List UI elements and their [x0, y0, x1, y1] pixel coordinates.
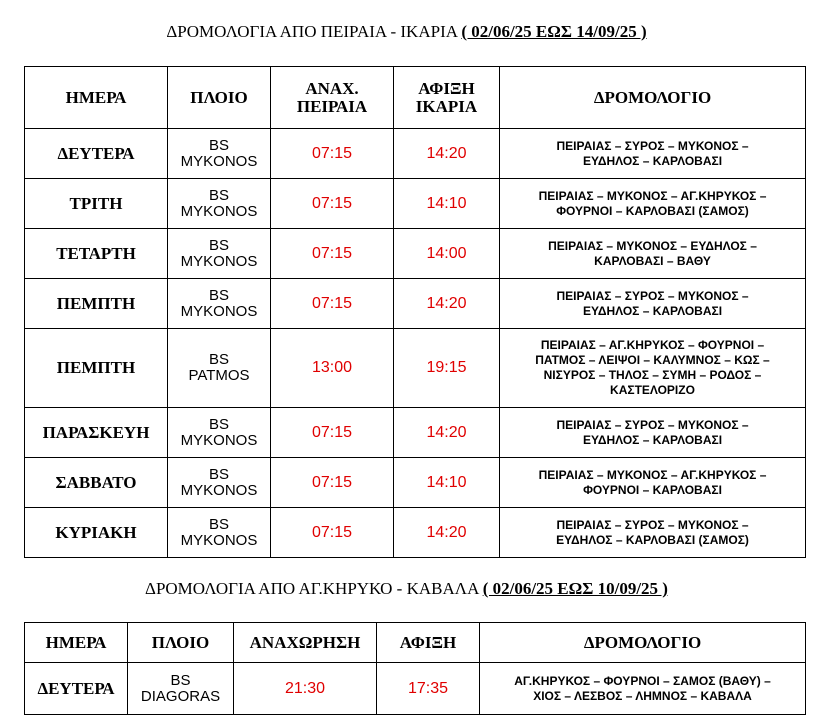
day-cell: ΔΕΥΤΕΡΑ [25, 129, 168, 179]
table-row [25, 129, 806, 179]
section1-title [0, 22, 813, 42]
route-cell [500, 229, 806, 279]
day-cell: ΤΕΤΑΡΤΗ [25, 229, 168, 279]
header-day: ΗΜΕΡΑ [25, 67, 168, 129]
route-cell [500, 329, 806, 408]
ship-name-line: BS [208, 286, 229, 304]
arrival-time-cell: 14:20 [394, 508, 500, 558]
departure-time-cell: 07:15 [271, 229, 394, 279]
ship-cell [168, 229, 271, 279]
section1-title-prefix: ΔΡΟΜΟΛΟΓΙΑ ΑΠΟ ΠΕΙΡΑΙΑ - ΙΚΑΡΙΑ [166, 22, 458, 41]
table-row [25, 508, 806, 558]
table-row [25, 229, 806, 279]
departure-time-cell: 13:00 [271, 329, 394, 408]
piraeus-ikaria-schedule-table [24, 66, 806, 558]
route-line: ΠΕΙΡΑΙΑΣ – ΣΥΡΟΣ – ΜΥΚΟΝΟΣ – [556, 138, 749, 153]
day-cell: ΚΥΡΙΑΚΗ [25, 508, 168, 558]
arrival-time-cell: 14:10 [394, 458, 500, 508]
route-line: ΠΕΙΡΑΙΑΣ – ΜΥΚΟΝΟΣ – ΕΥΔΗΛΟΣ – [548, 238, 757, 253]
ship-name-line: MYKONOS [180, 431, 258, 449]
route-line: ΠΕΙΡΑΙΑΣ – ΣΥΡΟΣ – ΜΥΚΟΝΟΣ – [556, 288, 749, 303]
ship-name-line: MYKONOS [180, 481, 258, 499]
day-cell: ΔΕΥΤΕΡΑ [25, 663, 128, 715]
table-row [25, 408, 806, 458]
route-line: ΧΙΟΣ – ΛΕΣΒΟΣ – ΛΗΜΝΟΣ – ΚΑΒΑΛΑ [533, 688, 752, 703]
route-cell [480, 663, 806, 715]
route-line: ΝΙΣΥΡΟΣ – ΤΗΛΟΣ – ΣΥΜΗ – ΡΟΔΟΣ – [543, 368, 762, 382]
departure-time-cell: 07:15 [271, 508, 394, 558]
route-cell [500, 508, 806, 558]
ship-cell [168, 508, 271, 558]
arrival-time-cell: 14:10 [394, 179, 500, 229]
table-row [25, 279, 806, 329]
ship-name-line: MYKONOS [180, 152, 258, 170]
route-cell [500, 279, 806, 329]
ship-cell [128, 663, 234, 715]
header-arrival [394, 67, 500, 129]
header-arrival-line2: ΙΚΑΡΙΑ [415, 96, 478, 116]
header-ship: ΠΛΟΙΟ [128, 623, 234, 663]
arrival-time-cell: 19:15 [394, 329, 500, 408]
ship-name-line: BS [208, 515, 229, 533]
day-cell: ΤΡΙΤΗ [25, 179, 168, 229]
header-route: ΔΡΟΜΟΛΟΓΙΟ [480, 623, 806, 663]
ship-cell [168, 129, 271, 179]
departure-time-cell: 07:15 [271, 458, 394, 508]
ship-name-line: BS [208, 351, 229, 368]
ship-name-line: MYKONOS [180, 252, 258, 270]
ship-name-line: BS [208, 465, 229, 483]
ship-name-line: BS [208, 415, 229, 433]
route-line: ΑΓ.ΚΗΡΥΚΟΣ – ΦΟΥΡΝΟΙ – ΣΑΜΟΣ (ΒΑΘΥ) – [514, 673, 771, 688]
table-row [25, 179, 806, 229]
route-line: ΕΥΔΗΛΟΣ – ΚΑΡΛΟΒΑΣΙ (ΣΑΜΟΣ) [556, 532, 749, 547]
ship-cell [168, 279, 271, 329]
ship-cell [168, 179, 271, 229]
departure-time-cell: 07:15 [271, 179, 394, 229]
header-day: ΗΜΕΡΑ [25, 623, 128, 663]
route-line: ΠΕΙΡΑΙΑΣ – ΑΓ.ΚΗΡΥΚΟΣ – ΦΟΥΡΝΟΙ – [540, 338, 765, 352]
table-row [25, 329, 806, 408]
header-arrival-line1: ΑΦΙΞΗ [418, 78, 475, 98]
arrival-time-cell: 17:35 [377, 663, 480, 715]
route-cell [500, 179, 806, 229]
section2-title-prefix: ΔΡΟΜΟΛΟΓΙΑ ΑΠΟ ΑΓ.ΚΗΡΥΚΟ - ΚΑΒΑΛΑ [145, 579, 479, 598]
header-departure-line1: ΑΝΑΧ. [305, 78, 359, 98]
ship-cell [168, 329, 271, 408]
header-departure: ΑΝΑΧΩΡΗΣΗ [234, 623, 377, 663]
route-line: ΠΕΙΡΑΙΑΣ – ΣΥΡΟΣ – ΜΥΚΟΝΟΣ – [556, 417, 749, 432]
table-header-row [25, 67, 806, 129]
arrival-time-cell: 14:00 [394, 229, 500, 279]
departure-time-cell: 07:15 [271, 408, 394, 458]
ship-name-line: BS [208, 186, 229, 204]
departure-time-cell: 07:15 [271, 129, 394, 179]
departure-time-cell: 07:15 [271, 279, 394, 329]
header-departure-line2: ΠΕΙΡΑΙΑ [296, 96, 368, 116]
section2-title-range: ( 02/06/25 ΕΩΣ 10/09/25 ) [482, 579, 668, 598]
route-line: ΚΑΡΛΟΒΑΣΙ – ΒΑΘΥ [594, 253, 711, 268]
route-line: ΦΟΥΡΝΟΙ – ΚΑΡΛΟΒΑΣΙ [583, 482, 722, 497]
ship-cell [168, 408, 271, 458]
header-arrival: ΑΦΙΞΗ [377, 623, 480, 663]
section1-title-range: ( 02/06/25 ΕΩΣ 14/09/25 ) [461, 22, 647, 41]
header-route: ΔΡΟΜΟΛΟΓΙΟ [500, 67, 806, 129]
ship-name-line: MYKONOS [180, 302, 258, 320]
route-line: ΠΕΙΡΑΙΑΣ – ΣΥΡΟΣ – ΜΥΚΟΝΟΣ – [556, 517, 749, 532]
departure-time-cell: 21:30 [234, 663, 377, 715]
route-line: ΦΟΥΡΝΟΙ – ΚΑΡΛΟΒΑΣΙ (ΣΑΜΟΣ) [556, 203, 749, 218]
ship-cell [168, 458, 271, 508]
route-line: ΚΑΣΤΕΛΟΡΙΖΟ [610, 383, 695, 397]
ship-name-line: BS [170, 671, 191, 689]
day-cell: ΠΕΜΠΤΗ [25, 329, 168, 408]
route-line: ΠΕΙΡΑΙΑΣ – ΜΥΚΟΝΟΣ – ΑΓ.ΚΗΡΥΚΟΣ – [538, 188, 767, 203]
header-departure [271, 67, 394, 129]
ship-name-line: DIAGORAS [140, 687, 221, 705]
day-cell: ΠΕΜΠΤΗ [25, 279, 168, 329]
day-cell: ΣΑΒΒΑΤΟ [25, 458, 168, 508]
table-header-row [25, 623, 806, 663]
day-cell: ΠΑΡΑΣΚΕΥΗ [25, 408, 168, 458]
ship-name-line: PATMOS [188, 367, 250, 384]
route-line: ΕΥΔΗΛΟΣ – ΚΑΡΛΟΒΑΣΙ [582, 303, 723, 318]
section2-title [0, 579, 813, 599]
header-ship: ΠΛΟΙΟ [168, 67, 271, 129]
route-cell [500, 129, 806, 179]
route-cell [500, 408, 806, 458]
ship-name-line: BS [208, 136, 229, 154]
arrival-time-cell: 14:20 [394, 408, 500, 458]
route-line: ΠΑΤΜΟΣ – ΛΕΙΨΟΙ – ΚΑΛΥΜΝΟΣ – ΚΩΣ – [535, 353, 770, 367]
route-cell [500, 458, 806, 508]
route-line: ΕΥΔΗΛΟΣ – ΚΑΡΛΟΒΑΣΙ [582, 432, 723, 447]
ship-name-line: BS [208, 236, 229, 254]
ship-name-line: MYKONOS [180, 531, 258, 549]
route-line: ΕΥΔΗΛΟΣ – ΚΑΡΛΟΒΑΣΙ [582, 153, 723, 168]
route-line: ΠΕΙΡΑΙΑΣ – ΜΥΚΟΝΟΣ – ΑΓ.ΚΗΡΥΚΟΣ – [538, 467, 767, 482]
agkirykos-kavala-schedule-table [24, 622, 806, 715]
table-row [25, 663, 806, 715]
arrival-time-cell: 14:20 [394, 279, 500, 329]
table-row [25, 458, 806, 508]
ship-name-line: MYKONOS [180, 202, 258, 220]
arrival-time-cell: 14:20 [394, 129, 500, 179]
